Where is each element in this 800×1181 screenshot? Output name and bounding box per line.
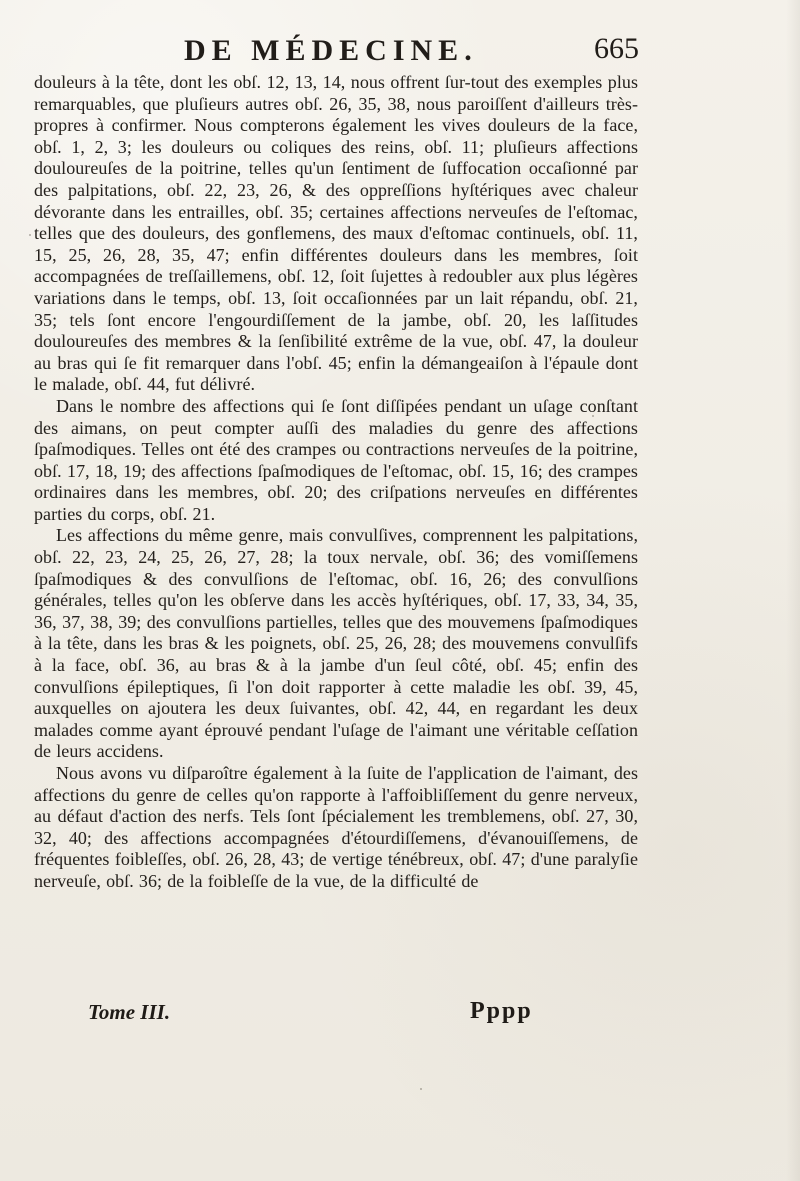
paper-speck — [420, 1088, 422, 1090]
paragraph-1: douleurs à la tête, dont les obſ. 12, 13, 14, nous offrent ſur-tout des exemples plus remarquables, que pluſieurs autres obſ. 26, 35, 38, nous paroiſſent d'ailleurs très-propres à confirmer. Nous compterons également les vives douleurs de la face, obſ. 1, 2, 3; les douleurs ou coliques des reins, obſ. 11; pluſieurs affections douloureuſes de la poitrine, telles qu'un ſentiment de ſuffocation occaſionné par des palpitations, obſ. 22, 23, 26, & des oppreſſions hyſtériques avec chaleur dévorante dans les entrailles, obſ. 35; certaines affections nerveuſes de l'eſtomac, telles que des douleurs, des gonflemens, des maux d'eſtomac continuels, obſ. 11, 15, 25, 26, 28, 35, 47; enfin différentes douleurs dans les membres, ſoit accompagnées de treſſaillemens, obſ. 12, ſoit ſujettes à redoubler aux plus légères variations dans le temps, obſ. 13, ſoit occaſionnées par un lait répandu, obſ. 21, 35; tels ſont encore l'engourdiſſement de la jambe, obſ. 20, les laſſitudes douloureuſes des membres & la ſenſibilité extrême de la vue, obſ. 47, la douleur au bras qui ſe fit remarquer dans l'obſ. 45; enfin la démangeaiſon à l'épaule dont le malade, obſ. 44, fut délivré. — [34, 72, 638, 395]
page-number: 665 — [594, 32, 639, 65]
signature-mark: Pppp — [470, 998, 533, 1024]
page-edge-shadow — [786, 0, 800, 1181]
paragraph-3: Les affections du même genre, mais convulſives, comprennent les palpitations, obſ. 22, 23, 24, 25, 26, 27, 28; la toux nervale, obſ. 36; des vomiſſemens ſpaſmodiques & des convulſions de l'eſtomac, obſ. 16, 26; des convulſions générales, telles qu'on les obſerve dans les accès hyſtériques, obſ. 17, 33, 34, 35, 36, 37, 38, 39; des convulſions partielles, telles que des mouvemens ſpaſmodiques à la tête, dans les bras & les poignets, obſ. 25, 26, 28; des mouvemens convulſifs à la face, obſ. 36, au bras & à la jambe d'un ſeul côté, obſ. 45; enfin des convulſions épileptiques, ſi l'on doit rapporter à cette maladie les obſ. 39, 45, auxquelles on ajoutera les deux ſuivantes, obſ. 42, 44, en regardant les deux malades comme ayant éprouvé pendant l'uſage de l'aimant une véritable ceſſation de leurs accidens. — [34, 525, 638, 762]
paragraph-4: Nous avons vu diſparoître également à la ſuite de l'application de l'aimant, des affections du genre de celles qu'on rapporte à l'affoibliſſement du genre nerveux, au défaut d'action des nerfs. Tels ſont ſpécialement les tremblemens, obſ. 27, 30, 32, 40; des affections accompagnées d'étourdiſſemens, d'évanouiſſemens, de fréquentes foibleſſes, obſ. 26, 28, 43; de vertige ténébreux, obſ. 47; d'une paralyſie nerveuſe, obſ. 36; de la foibleſſe de la vue, de la difficulté de — [34, 763, 638, 891]
running-head: DE MÉDECINE. — [184, 34, 478, 67]
volume-label: Tome III. — [88, 1000, 171, 1024]
paper-speck — [592, 415, 594, 417]
paper-speck — [29, 234, 31, 236]
page-header — [34, 28, 660, 72]
paper-speck — [613, 105, 615, 107]
paragraph-2: Dans le nombre des affections qui ſe ſont diſſipées pendant un uſage conſtant des aimans, on peut compter auſſi des maladies du genre des affections ſpaſmodiques. Telles ont été des crampes ou contractions nerveuſes de la poitrine, obſ. 17, 18, 19; des affections ſpaſmodiques de l'eſtomac, obſ. 15, 16; des crampes ordinaires dans les membres, obſ. 20; des criſpations nerveuſes en différentes parties du corps, obſ. 21. — [34, 395, 638, 524]
body-text — [34, 72, 638, 893]
